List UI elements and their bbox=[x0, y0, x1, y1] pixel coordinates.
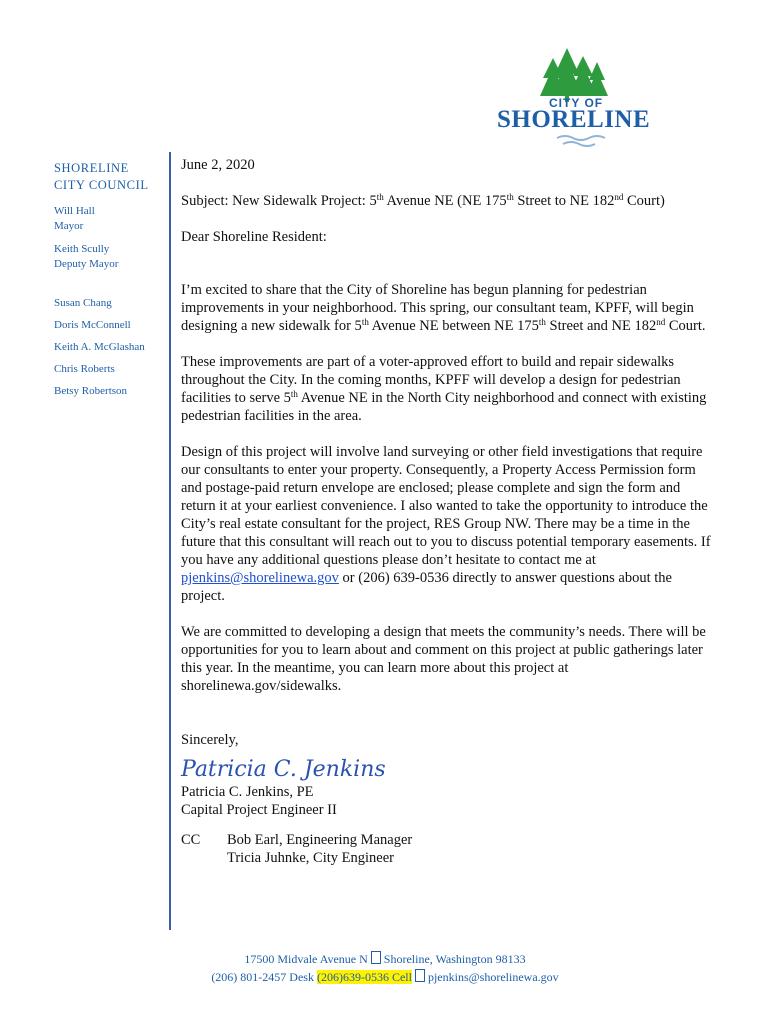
email-link[interactable]: pjenkins@shorelinewa.gov bbox=[181, 570, 339, 586]
council-title bbox=[54, 160, 166, 194]
footer-contact-line bbox=[0, 968, 770, 986]
cc-name: Bob Earl, Engineering Manager bbox=[227, 832, 413, 848]
sidebar-divider bbox=[169, 152, 171, 930]
council-sidebar bbox=[54, 160, 166, 399]
footer-email[interactable]: pjenkins@shorelinewa.gov bbox=[427, 970, 559, 984]
council-member: Betsy Robertson bbox=[54, 385, 128, 397]
footer-city: Shoreline, Washington 98133 bbox=[383, 952, 526, 966]
footer-desk-phone: (206) 801-2457 Desk bbox=[211, 970, 314, 984]
cc-list bbox=[227, 831, 412, 867]
paragraph-1: I’m excited to share that the City of Shoreline has begun planning for pedestrian improvements in your neighborhood. This spring, our consultant team, KPFF, will begin designing a new sidewalk for 5th Avenue NE between NE 175th Street and NE 182nd Court. bbox=[181, 282, 706, 334]
officer-name: Keith Scully bbox=[54, 243, 110, 255]
officer-name: Will Hall bbox=[54, 205, 95, 217]
footer-address: 17500 Midvale Avenue N bbox=[244, 952, 368, 966]
signature: Patricia C. Jenkins bbox=[181, 757, 386, 782]
footer-cell-phone: (206)639-0536 Cell bbox=[316, 970, 412, 984]
officer-mayor bbox=[54, 204, 166, 234]
letter-salutation: Dear Shoreline Resident: bbox=[181, 229, 327, 245]
officer-deputy-mayor bbox=[54, 242, 166, 272]
council-title-line1: SHORELINE bbox=[54, 161, 129, 175]
letter-subject: Subject: New Sidewalk Project: 5th Avenue NE (NE 175th Street to NE 182nd Court) bbox=[181, 192, 665, 209]
city-logo bbox=[497, 44, 657, 152]
paragraph-2: These improvements are part of a voter-approved effort to build and repair sidewalks throughout the City. In the coming months, KPFF will develop a design for pedestrian facilities to serve 5th Avenue NE in the North City neighborhood and connect with existing pedestrian facilities in the area. bbox=[181, 354, 707, 424]
paragraph-4: We are committed to developing a design that meets the community’s needs. There will be opportunities for you to learn about and comment on this project at public gatherings later this year. In the meantime, you can learn more about this project at shorelinewa.gov/sidewalks. bbox=[181, 624, 706, 694]
letter-date: June 2, 2020 bbox=[181, 157, 255, 173]
separator-icon bbox=[371, 951, 381, 964]
paragraph-3: Design of this project will involve land surveying or other field investigations that require our consultants to enter your property. Consequently, a Property Access Permission form and postage-paid return envelope are enclosed; please complete and sign the form and return it at your earliest convenience. I also wanted to take the opportunity to introduce the City’s real estate consultant for the project, RES Group NW. There may be a time in the future that this consultant will reach out to you to discuss potential temporary easements. If you have any additional questions please don’t hesitate to contact me at pjenkins@shorelinewa.gov or (206) 639-0536 directly to answer questions about the project. bbox=[181, 444, 711, 604]
officer-role: Deputy Mayor bbox=[54, 258, 119, 270]
cc-label: CC bbox=[181, 832, 201, 848]
council-member: Chris Roberts bbox=[54, 363, 115, 375]
signer-title: Capital Project Engineer II bbox=[181, 802, 337, 818]
council-member: Doris McConnell bbox=[54, 319, 131, 331]
cc-name: Tricia Juhnke, City Engineer bbox=[227, 850, 394, 866]
separator-icon bbox=[415, 969, 425, 982]
logo-text-shoreline: SHORELINE bbox=[497, 106, 651, 133]
council-member: Susan Chang bbox=[54, 297, 112, 309]
logo-text-city-of: CITY OF bbox=[549, 96, 604, 110]
council-members bbox=[54, 296, 166, 399]
council-title-line2: CITY COUNCIL bbox=[54, 178, 149, 192]
council-member: Keith A. McGlashan bbox=[54, 341, 145, 353]
cc-block bbox=[181, 831, 711, 867]
letter-body bbox=[181, 156, 711, 867]
officer-role: Mayor bbox=[54, 220, 84, 232]
signer-name: Patricia C. Jenkins, PE bbox=[181, 784, 314, 800]
footer-address-line bbox=[0, 950, 770, 968]
closing: Sincerely, bbox=[181, 732, 239, 748]
